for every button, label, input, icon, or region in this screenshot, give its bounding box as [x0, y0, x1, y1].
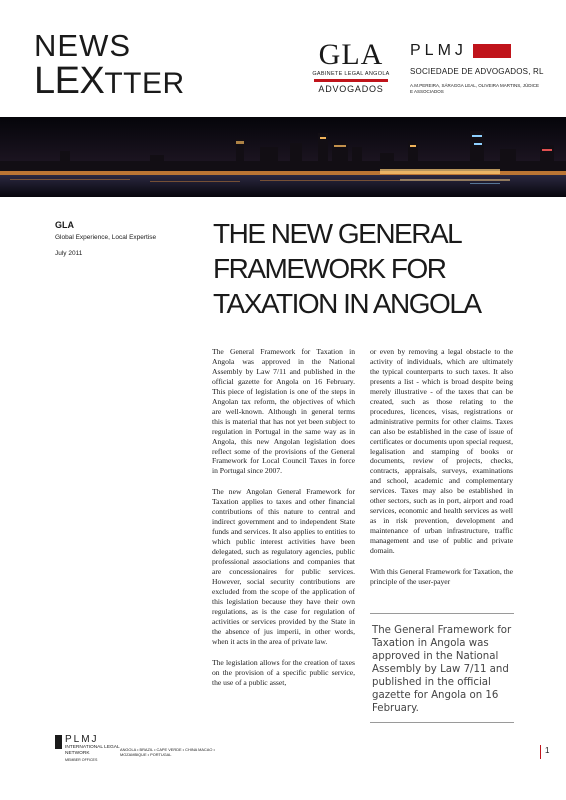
gla-logo-advogados: ADVOGADOS — [318, 84, 384, 94]
plmj-logo-red-block — [473, 44, 511, 58]
gla-logo-subtitle: GABINETE LEGAL ANGOLA — [312, 71, 390, 77]
newsletter-logo-line1: NEWS — [34, 28, 131, 63]
plmj-logo — [410, 42, 560, 104]
newsletter-logo-big: LEX — [34, 60, 105, 102]
article-title-line: FRAMEWORK FOR — [213, 253, 446, 284]
footer-logo-mark: PLMJ — [65, 734, 99, 745]
city-skyline-banner — [0, 117, 566, 197]
article-paragraph: The new Angolan General Framework for Taxation applies to taxes and other financial contributions of this nature to central and indirect government and to independent State funds and services. It also applies to entities to which public interest activities have been delegated, such as regulatory agencies, public professional associations and companies that are concessionaires for public services. However, social security contributions are excluded from the scope of the application of this legislation because they have their own regulations, as is the case for regulation of activities or services provided by the State in the absence of jus imperii, in other words, when it acts in the area of private law. — [212, 487, 355, 646]
footer-countries: ANGOLA • BRAZIL • CAPE VERDE • CHINA MACAO • MOZAMBIQUE • PORTUGAL — [120, 747, 215, 757]
gla-logo — [306, 40, 396, 100]
sidebar-tagline: Global Experience, Local Expertise — [55, 234, 157, 241]
newsletter-logo-line2 — [34, 62, 204, 103]
pull-quote-rule-top — [370, 613, 514, 614]
page-number: 1 — [545, 746, 550, 755]
footer-logo-block — [55, 735, 62, 749]
gla-logo-mark: GLA — [318, 38, 384, 71]
pull-quote-rule-bottom — [370, 722, 514, 723]
article-paragraph: The legislation allows for the creation of taxes on the provision of a specific public service, the use of a public asset, — [212, 657, 355, 687]
gla-logo-bar — [314, 79, 388, 82]
article-title-line: TAXATION IN ANGOLA — [213, 288, 481, 319]
plmj-logo-firm: SOCIEDADE DE ADVOGADOS, RL — [410, 67, 544, 76]
article-column-left — [212, 347, 355, 699]
article-title-line: THE NEW GENERAL — [213, 218, 462, 249]
sidebar-org: GLA — [55, 220, 74, 230]
article-column-right — [370, 347, 513, 598]
newsletter-logo-small: TTER — [104, 67, 185, 100]
footer-network-name: INTERNATIONAL LEGAL NETWORK — [65, 745, 120, 756]
issue-date: July 2011 — [55, 250, 83, 257]
page-number-rule — [540, 745, 541, 759]
plmj-logo-mark: PLMJ — [410, 42, 467, 59]
pull-quote: The General Framework for Taxation in Angola was approved in the National Assembly by Law 7/11 and published in the official gazette for Angola on 16 February. — [372, 625, 512, 714]
article-paragraph: The General Framework for Taxation in Angola was approved in the National Assembly by Law 7/11 and published in the official gazette for Angola on 16 February. This piece of legislation is one of the steps in Angolan tax reform, the objectives of which are well-known. Although in general terms this is material that has not yet been subject to regulation in Portugal in the same way as in Angola, this new Angolan legislation does reflect some of the provisions of the General Framework for Local Council Taxes in force in Portugal since 2007. — [212, 347, 355, 476]
article-title — [213, 216, 553, 321]
article-paragraph: With this General Framework for Taxation, the principle of the user-payer — [370, 567, 513, 586]
plmj-logo-partners: A.M.PEREIRA, SÁRAGGA LEAL, OLIVEIRA MARTINS, JÚDICE E ASSOCIADOS — [410, 83, 539, 94]
newsletter-logo — [34, 30, 204, 100]
article-paragraph: or even by removing a legal obstacle to the activity of individuals, which are ultimately the typical counterparts to such taxes. It also presents a list - which is broad despite being merely illustrative - of the taxes that can be created, such as those relating to the procedures, licences, visas, registrations or administrative permits for other claims. Taxes can also be established in the case of issue of certificates or documents upon special request, legalisation and stamping of books or documents, review of projects, checks, contracts, appraisals, surveys, examinations and school, academic and complementary services. Taxes may also be established in other sectors, such as in port, airport and road services, economic and health services as well as in risk prevention, development and maintenance of urban infrastructure, traffic management and use of public and private domain. — [370, 347, 513, 556]
footer-member-offices: MEMBER OFFICES — [65, 758, 98, 762]
city-skyline-image — [0, 117, 566, 197]
